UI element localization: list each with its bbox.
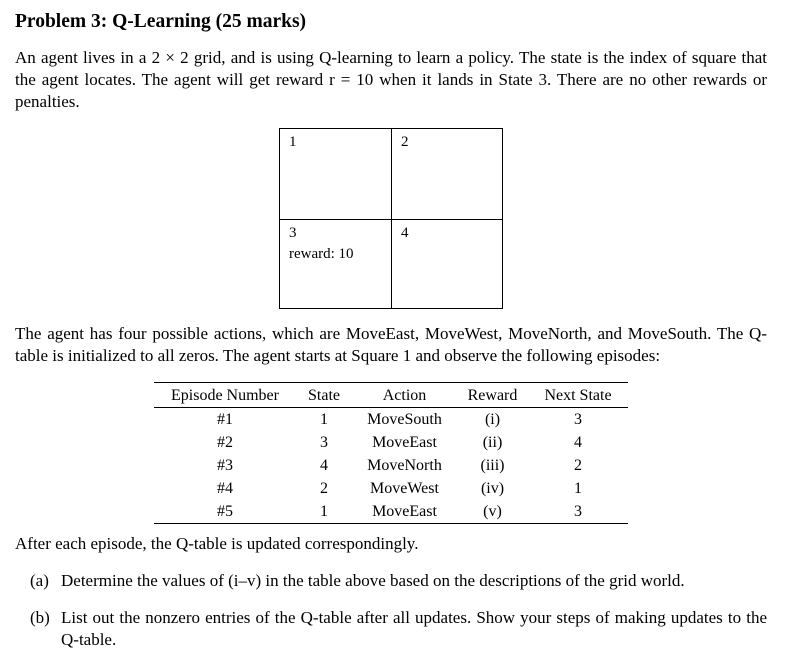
grid-cell-4 <box>392 220 502 308</box>
cell-state: 1 <box>320 411 328 428</box>
grid-cell-reward: reward: 10 <box>289 246 354 262</box>
cell-reward: (iv) <box>480 480 505 497</box>
cell-episode: #5 <box>217 503 233 520</box>
grid-cell-1 <box>280 129 391 219</box>
table-header-row <box>154 383 628 408</box>
table-row <box>154 477 628 500</box>
cell-reward: (i) <box>484 411 501 428</box>
cell-state: 2 <box>320 480 328 497</box>
cell-episode: #3 <box>217 457 233 474</box>
table-row <box>154 454 628 477</box>
grid-cell-number: 4 <box>401 225 409 241</box>
cell-action: MoveNorth <box>367 457 442 474</box>
table-row <box>154 408 628 432</box>
cell-action: MoveWest <box>370 480 439 497</box>
header-reward: Reward <box>457 383 528 408</box>
intro-paragraph: An agent lives in a 2 × 2 grid, and is using Q-learning to learn a policy. The state is the index of square that the agent locates. The agent will get reward r = 10 when it lands in State 3. There are no other rewards or penalties. <box>15 48 767 111</box>
cell-state: 3 <box>320 434 328 451</box>
cell-state: 4 <box>320 457 328 474</box>
cell-episode: #4 <box>217 480 233 497</box>
header-action: Action <box>352 383 457 408</box>
cell-action: MoveEast <box>372 503 437 520</box>
after-text: After each episode, the Q-table is updated correspondingly. <box>15 534 419 553</box>
grid-cell-number: 3 <box>289 225 297 241</box>
table-row <box>154 500 628 524</box>
grid-world-diagram <box>279 128 503 309</box>
question-label: (b) <box>30 608 50 627</box>
cell-action: MoveEast <box>372 434 437 451</box>
cell-reward: (ii) <box>482 434 503 451</box>
question-text: Determine the values of (i–v) in the table above based on the descriptions of the grid world. <box>61 571 685 590</box>
header-episode-number: Episode Number <box>154 383 296 408</box>
grid-cell-number: 2 <box>401 134 409 150</box>
cell-episode: #2 <box>217 434 233 451</box>
cell-next-state: 3 <box>574 503 582 520</box>
cell-episode: #1 <box>217 411 233 428</box>
cell-reward: (iii) <box>480 457 505 474</box>
cell-next-state: 2 <box>574 457 582 474</box>
problem-title: Problem 3: Q-Learning (25 marks) <box>15 11 307 32</box>
question-text: List out the nonzero entries of the Q-table after all updates. Show your steps of making updates to the Q-table. <box>61 608 767 649</box>
cell-next-state: 3 <box>574 411 582 428</box>
actions-paragraph: The agent has four possible actions, which are MoveEast, MoveWest, MoveNorth, and MoveSouth. The Q-table is initialized to all zeros. The agent starts at Square 1 and observe the following episodes: <box>15 324 767 365</box>
question-label: (a) <box>30 571 49 590</box>
cell-action: MoveSouth <box>367 411 442 428</box>
grid-cell-3 <box>280 220 391 308</box>
grid-cell-number: 1 <box>289 134 297 150</box>
grid-cell-2 <box>392 129 502 219</box>
cell-reward: (v) <box>483 503 502 520</box>
cell-state: 1 <box>320 503 328 520</box>
cell-next-state: 4 <box>574 434 582 451</box>
cell-next-state: 1 <box>574 480 582 497</box>
header-state: State <box>296 383 352 408</box>
table-row <box>154 431 628 454</box>
episode-table <box>154 382 628 524</box>
header-next-state: Next State <box>528 383 628 408</box>
